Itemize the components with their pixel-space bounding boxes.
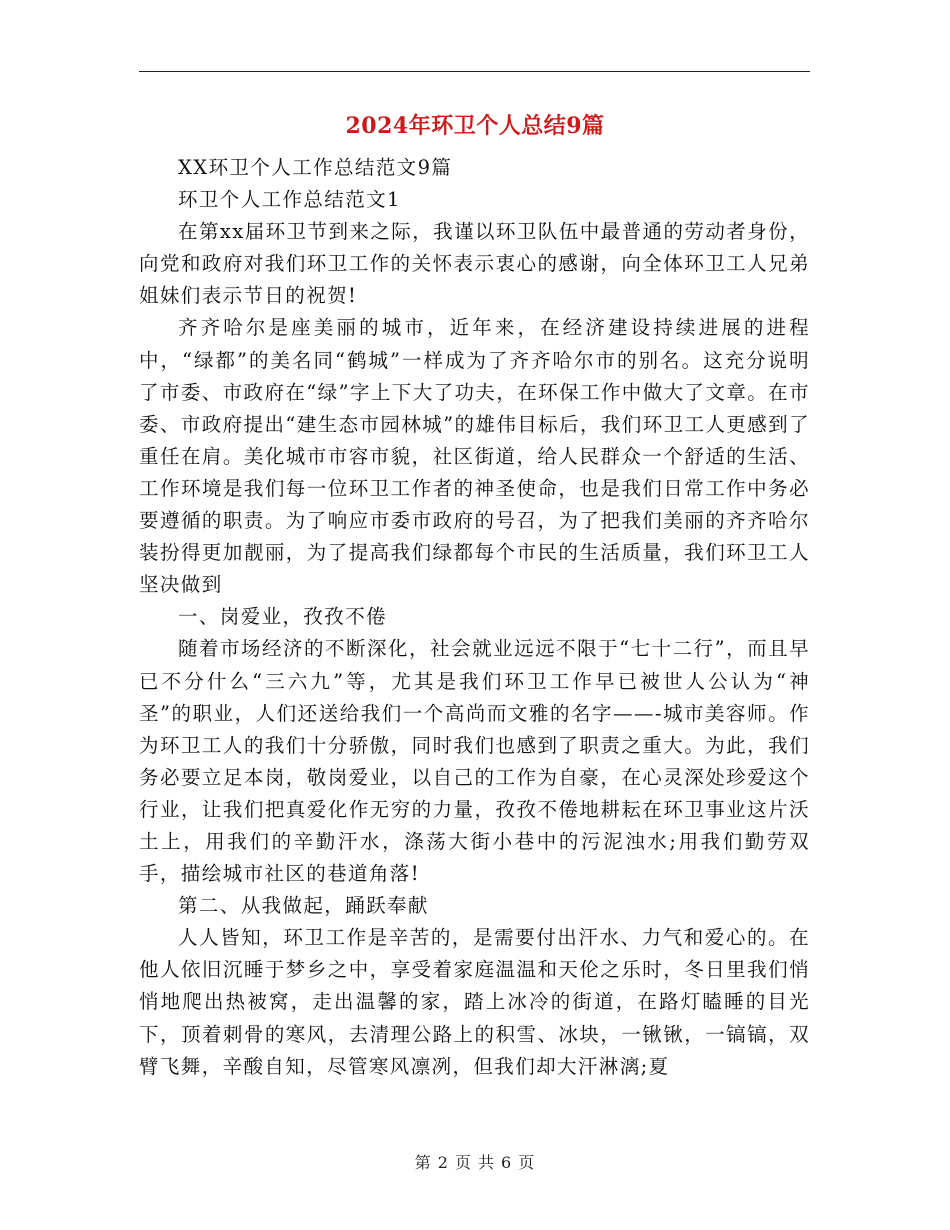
section-heading: 一、岗爱业，孜孜不倦 [178,605,388,629]
body-paragraph: 人人皆知，环卫工作是辛苦的，是需要付出汗水、力气和爱心的。在他人依旧沉睡于梦乡之中，享受着家庭温温和天伦之乐时，冬日里我们悄悄地爬出热被窝，走出温馨的家，踏上冰冷的街道，在路灯瞌睡的目光下，顶着刺骨的寒风，去清理公路上的积雪、冰块，一锹锹，一镐镐，双臂飞舞，辛酸自知，尽管寒风凛冽，但我们却大汗淋漓;夏 [139,926,810,1078]
current-page-number: 2 [437,1153,449,1172]
footer-suffix: 页 [518,1153,536,1172]
footer-page-word: 页 [454,1153,472,1172]
body-paragraph: 在第xx届环卫节到来之际，我谨以环卫队伍中最普通的劳动者身份，向党和政府对我们环卫工作的关怀表示衷心的感谢，向全体环卫工人兄弟姐妹们表示节日的祝贺! [139,220,810,308]
body-paragraph: 随着市场经济的不断深化，社会就业远远不限于“七十二行”，而且早已不分什么“三六九”等，尤其是我们环卫工作早已被世人公认为“神圣”的职业，人们还送给我们一个高尚而文雅的名字——-城市美容师。作为环卫工人的我们十分骄傲，同时我们也感到了职责之重大。为此，我们务必要立足本岗，敬岗爱业，以自己的工作为自豪，在心灵深处珍爱这个行业，让我们把真爱化作无穷的力量，孜孜不倦地耕耘在环卫事业这片沃土上，用我们的辛勤汗水，涤荡大街小巷中的污泥浊水;用我们勤劳双手，描绘城市社区的巷道角落! [139,637,810,886]
total-pages-number: 6 [501,1153,513,1172]
document-title: 2024年环卫个人总结9篇 [345,113,605,139]
footer-prefix: 第 [414,1153,432,1172]
section-heading: 环卫个人工作总结范文1 [178,188,401,212]
footer-total-prefix: 共 [478,1153,496,1172]
body-paragraph: 齐齐哈尔是座美丽的城市，近年来，在经济建设持续进展的进程中，“绿都”的美名同“鹤城”一样成为了齐齐哈尔市的别名。这充分说明了市委、市政府在“绿”字上下大了功夫，在环保工作中做大了文章。在市委、市政府提出“建生态市园林城”的雄伟目标后，我们环卫工人更感到了重任在肩。美化城市市容市貌，社区街道，给人民群众一个舒适的生活、工作环境是我们每一位环卫工作者的神圣使命，也是我们日常工作中务必要遵循的职责。为了响应市委市政府的号召，为了把我们美丽的齐齐哈尔装扮得更加靓丽，为了提高我们绿都每个市民的生活质量，我们环卫工人坚决做到 [139,316,810,597]
document-body [139,152,810,1083]
header-rule [139,71,810,72]
subtitle-paragraph: XX环卫个人工作总结范文9篇 [178,156,453,179]
section-heading: 第二、从我做起，踊跃奉献 [178,894,429,918]
page-footer [0,1152,950,1174]
